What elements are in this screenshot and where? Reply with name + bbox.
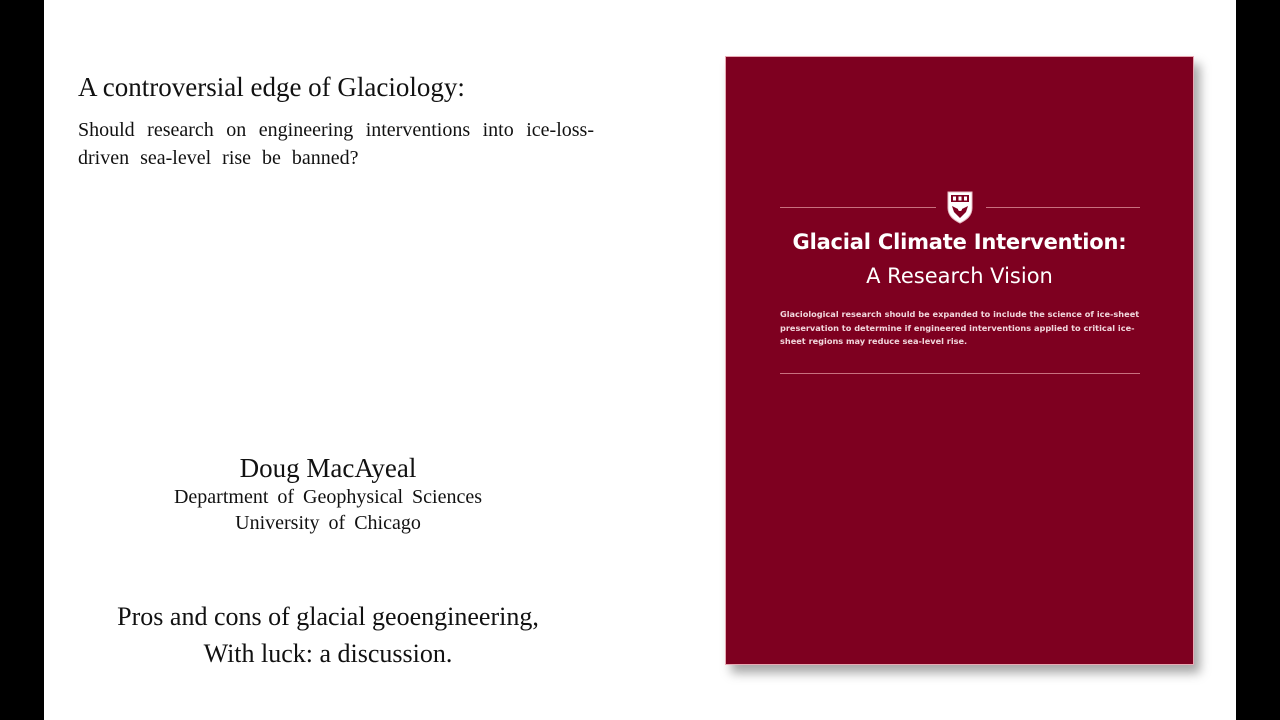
closing-line-1: Pros and cons of glacial geoengineering,: [117, 602, 539, 631]
slide-question: Should research on engineering interventions into ice-loss-driven sea-level rise be banned?: [78, 119, 594, 169]
author-university: University of Chicago: [235, 512, 421, 534]
report-cover: [725, 56, 1194, 665]
university-crest-icon: [946, 190, 974, 224]
author-block: [128, 452, 528, 536]
cover-description: Glaciological research should be expanded to include the science of ice-sheet preservation to determine if engineered interventions applied to critical ice-sheet regions may reduce sea-level rise.: [780, 309, 1140, 346]
author-name: Doug MacAyeal: [239, 453, 417, 483]
closing-text: [58, 598, 598, 672]
cover-rule-bottom: [780, 373, 1140, 374]
cover-rule-left: [780, 207, 936, 208]
slide-title: A controversial edge of Glaciology:: [78, 72, 465, 102]
cover-title: Glacial Climate Intervention:: [792, 230, 1127, 254]
cover-subtitle: A Research Vision: [866, 264, 1053, 288]
author-department: Department of Geophysical Sciences: [173, 486, 482, 508]
closing-line-2: With luck: a discussion.: [203, 639, 453, 668]
cover-rule-right: [986, 207, 1140, 208]
slide: [44, 0, 1236, 720]
